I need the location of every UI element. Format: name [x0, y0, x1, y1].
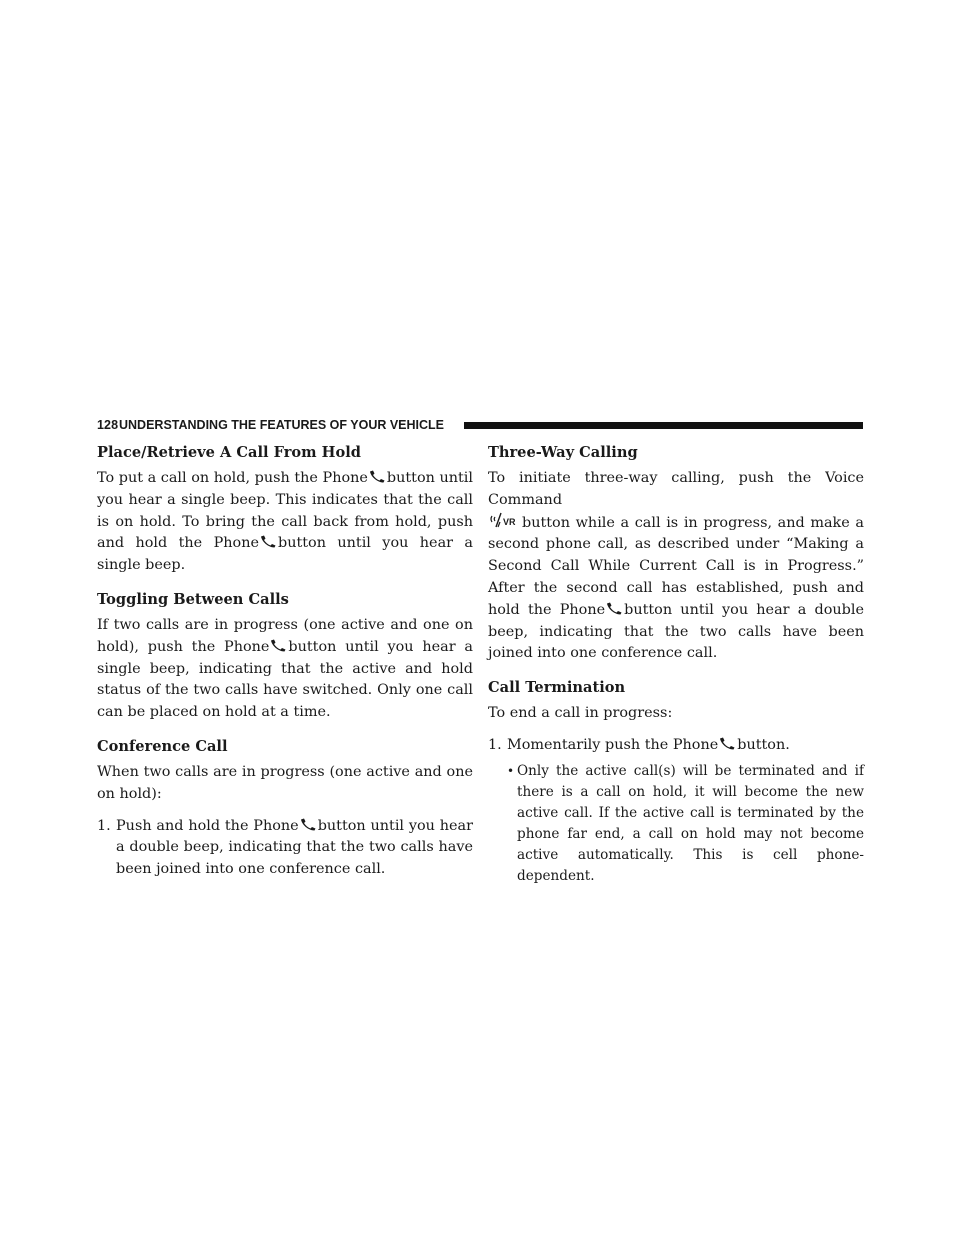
- hold-text-b: button until you hear a single beep. This indicates that the call is on hold. To bring the call back from hold, push and hold the Phone: [97, 470, 473, 552]
- conference-step-text-b: button until you hear a double beep, indicating that the two calls have been joined into one conference call.: [116, 817, 473, 878]
- toggle-heading: Toggling Between Calls: [97, 590, 289, 608]
- termination-step-text-a: Momentarily push the Phone: [507, 736, 719, 753]
- toggle-text-b: button until you hear a single beep, indicating that the active and hold status of the two calls have switched. Only one call can be placed on hold at a time.: [97, 638, 473, 721]
- three-way-paragraph: [488, 468, 864, 665]
- toggle-text-a: If two calls are in progress (one active and one on hold), push the Phone: [97, 616, 473, 655]
- termination-heading: Call Termination: [488, 679, 626, 697]
- termination-bullet-text: Only the active call(s) will be terminated and if there is a call on hold, it will become the new active call. If the active call is terminated by the phone far end, a call on hold may not become active automatically. This is cell phone-dependent.: [517, 762, 864, 884]
- conference-paragraph: When two calls are in progress (one active and one on hold):: [97, 763, 473, 802]
- conference-step-1: [97, 816, 473, 881]
- conference-step-text-a: Push and hold the Phone: [116, 817, 299, 834]
- phone-icon: [606, 602, 623, 615]
- hold-text-c: button until you hear a single beep.: [97, 535, 474, 574]
- phone-icon: [300, 818, 317, 831]
- vr-label: VR: [503, 516, 516, 527]
- phone-icon: [260, 535, 277, 548]
- three-way-heading: Three-Way Calling: [488, 444, 638, 461]
- page-number: 128: [97, 418, 119, 432]
- step-number: 1.: [97, 817, 111, 834]
- right-column: [488, 442, 864, 887]
- termination-step-1: [488, 735, 864, 757]
- toggle-paragraph: [97, 615, 473, 724]
- hold-paragraph: [97, 468, 473, 577]
- left-column: [97, 442, 473, 881]
- hold-text-a: To put a call on hold, push the Phone: [97, 470, 368, 486]
- bullet-mark: •: [507, 763, 515, 778]
- three-way-text-b: button while a call is in progress, and make a second phone call, as described under “Making a Second Call While Current Call is in Progress.” After the second call has established, push and hold the Phone: [488, 514, 864, 618]
- voice-command-icon: [489, 512, 521, 528]
- termination-bullet-1: [488, 761, 864, 887]
- conference-heading: Conference Call: [97, 737, 228, 755]
- section-title: UNDERSTANDING THE FEATURES OF YOUR VEHICLE: [119, 418, 445, 432]
- phone-icon: [270, 639, 287, 652]
- three-way-text-a: To initiate three-way calling, push the Voice Command: [488, 470, 864, 508]
- page-header: [97, 418, 863, 432]
- three-way-text-c: button until you hear a double beep, indicating that the two calls have been joined into one conference call.: [488, 601, 864, 662]
- hold-heading: Place/Retrieve A Call From Hold: [97, 444, 361, 461]
- step-number: 1.: [488, 736, 502, 753]
- phone-icon: [369, 470, 386, 483]
- termination-paragraph: To end a call in progress:: [488, 705, 673, 722]
- header-rule: [464, 422, 863, 429]
- phone-icon: [719, 737, 736, 750]
- termination-step-text-b: button.: [737, 736, 790, 753]
